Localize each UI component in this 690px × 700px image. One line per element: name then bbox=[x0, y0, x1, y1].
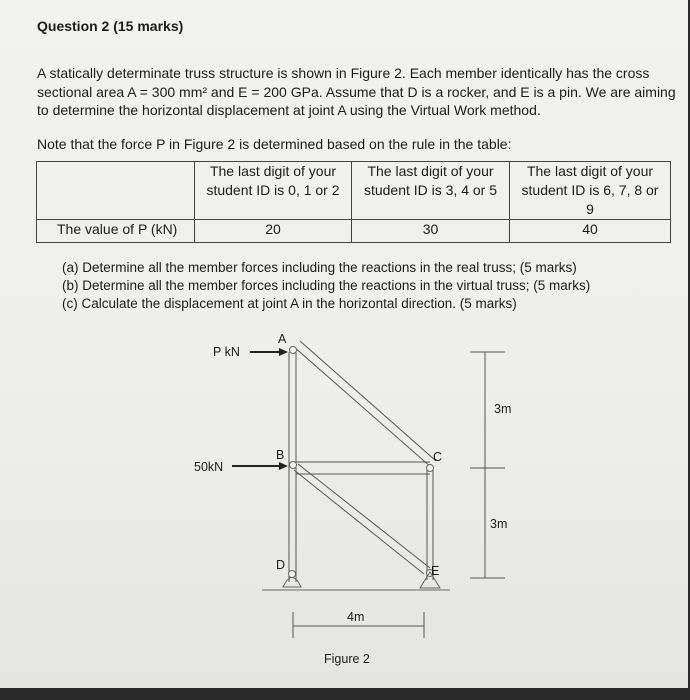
rocker-support-d bbox=[283, 578, 301, 588]
member-ac-edge bbox=[300, 341, 436, 461]
header-line: student ID is 6, 7, 8 or bbox=[521, 182, 659, 198]
joint-a bbox=[290, 347, 297, 354]
member-be-edge bbox=[298, 464, 430, 568]
joint-c bbox=[427, 465, 434, 472]
figure-caption: Figure 2 bbox=[324, 652, 370, 666]
part-b: (b) Determine all the member forces including the reactions in the virtual truss; (5 marks) bbox=[62, 278, 591, 293]
dim-label-height-top: 3m bbox=[494, 402, 512, 416]
header-line: student ID is 0, 1 or 2 bbox=[206, 182, 340, 198]
joint-label-b: B bbox=[276, 448, 285, 462]
part-c: (c) Calculate the displacement at joint A in the horizontal direction. (5 marks) bbox=[62, 296, 517, 311]
table-value-cell: 40 bbox=[510, 220, 671, 243]
arrow-head-icon bbox=[279, 348, 288, 356]
header-line: The last digit of your bbox=[526, 163, 654, 179]
joint-b bbox=[290, 462, 297, 469]
member-be bbox=[294, 470, 424, 574]
joint-label-e: E bbox=[431, 564, 440, 578]
table-row-label: The value of P (kN) bbox=[37, 220, 195, 243]
joint-label-d: D bbox=[276, 558, 286, 572]
intro-line-3: to determine the horizontal displacement at joint A using the Virtual Work method. bbox=[37, 102, 541, 118]
member-ac bbox=[293, 346, 432, 468]
arrow-head-icon bbox=[279, 462, 288, 470]
header-line: The last digit of your bbox=[367, 163, 494, 179]
load-label-p: P kN bbox=[213, 345, 240, 359]
joint-label-a: A bbox=[278, 332, 287, 346]
dim-label-height-bottom: 3m bbox=[490, 517, 508, 531]
dim-label-width: 4m bbox=[347, 610, 365, 624]
header-line: The last digit of your bbox=[209, 163, 337, 179]
joint-label-c: C bbox=[433, 450, 443, 464]
table-value-cell: 30 bbox=[352, 220, 510, 243]
load-label-50kn: 50kN bbox=[194, 460, 224, 474]
part-a: (a) Determine all the member forces including the reactions in the real truss; (5 marks) bbox=[62, 260, 577, 275]
joint-d bbox=[289, 571, 296, 578]
header-line: student ID is 3, 4 or 5 bbox=[363, 182, 498, 198]
table-value-cell: 20 bbox=[195, 220, 352, 243]
question-title: Question 2 (15 marks) bbox=[37, 18, 184, 34]
note-text: Note that the force P in Figure 2 is determined based on the rule in the table: bbox=[37, 136, 512, 152]
intro-line-2: sectional area A = 300 mm² and E = 200 GPa. Assume that D is a rocker, and E is a pin. We are aiming bbox=[37, 84, 676, 100]
intro-line-1: A statically determinate truss structure is shown in Figure 2. Each member identically has the cross bbox=[37, 65, 650, 81]
header-line: 9 bbox=[586, 201, 594, 217]
